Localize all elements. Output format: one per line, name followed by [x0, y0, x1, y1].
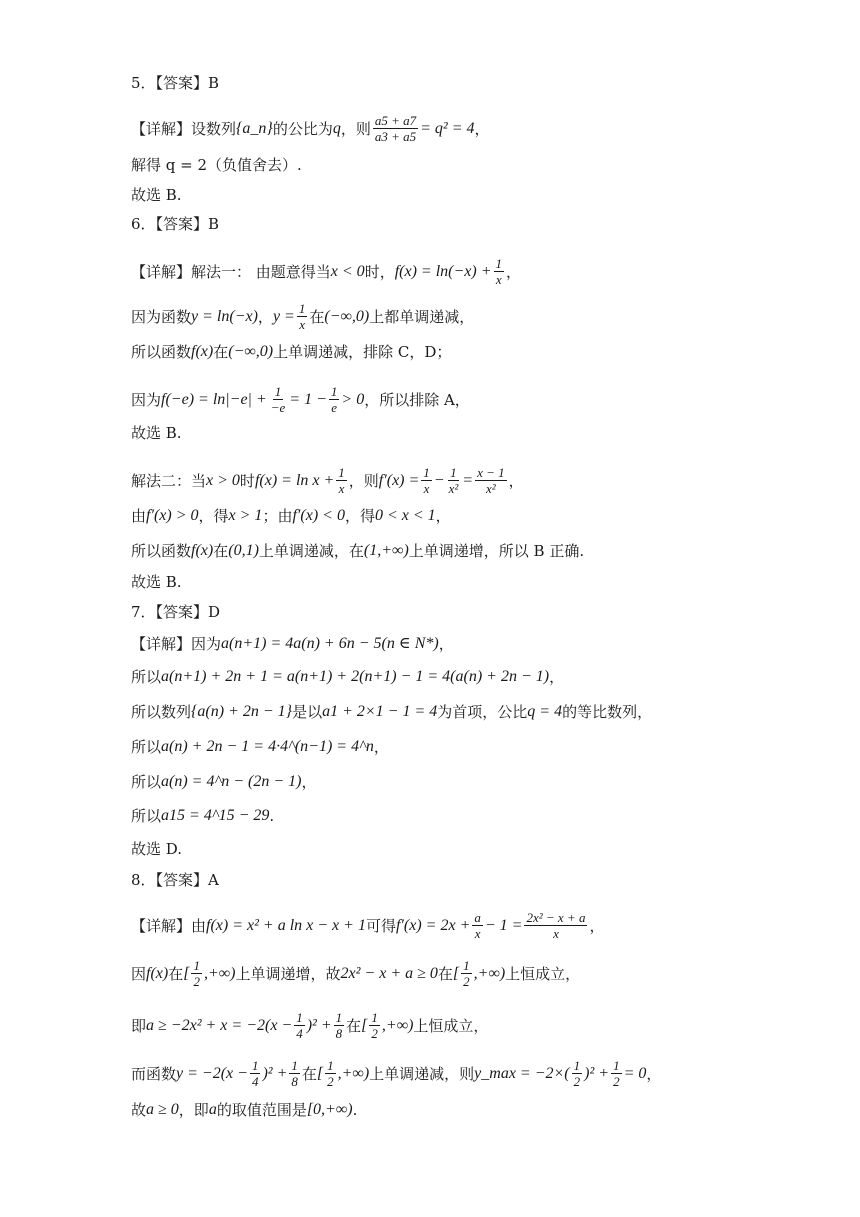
math: a(n+1) = 4a(n) + 6n − 5(n ∈ N*)	[221, 635, 439, 652]
fraction: $\frac{1}{x}$	[423, 465, 430, 496]
math: )² +	[262, 1064, 288, 1082]
q6-detail-line-1: 【详解】解法一： 由题意得当 x < 0 时， f(x) = ln(−x) + $\frac{1}{x}$ ，	[131, 256, 522, 287]
q8-answer: 8．【答案】A	[131, 871, 219, 889]
fraction: $\frac{1}{2}$	[371, 1010, 378, 1041]
math: ,+∞)	[203, 964, 236, 982]
math: [	[452, 964, 460, 982]
math: (−∞,0)	[228, 343, 274, 360]
math: x > 0	[206, 471, 240, 489]
fraction: $\frac{1}{2}$	[463, 958, 470, 989]
math: f(x) = x² + a ln x − x + 1	[206, 916, 366, 934]
q6-conclusion-1: 故选 B.	[131, 424, 182, 442]
math: ,+∞)	[473, 964, 506, 982]
math: a ≥ −2x² + x = −2(x −	[146, 1016, 293, 1034]
math: (−∞,0)	[324, 307, 370, 325]
fraction: $\frac{1}{x}$	[495, 256, 502, 287]
fraction: $\frac{1}{x}$	[338, 465, 345, 496]
q7-detail-line-4: 所以 a(n) + 2n − 1 = 4·4^(n−1) = 4^n ，	[131, 738, 389, 756]
math: q	[332, 119, 341, 137]
q6-answer: 6．【答案】B	[131, 215, 220, 233]
math: f′(x) = 2x +	[395, 916, 471, 934]
q8-detail-line-5: 故 a ≥ 0 ，即 a 的取值范围是 [0,+∞) .	[131, 1101, 358, 1119]
math: y =	[272, 307, 295, 325]
math: a ≥ 0	[146, 1101, 179, 1118]
q5-detail-line-2: 解得 q = 2（负值舍去）.	[131, 156, 302, 174]
math: a15 = 4^15 − 29	[161, 807, 270, 824]
math: )² +	[306, 1016, 332, 1034]
q6-detail-line-2: 因为函数 y = ln(−x) ， y = $\frac{1}{x}$ 在 (−∞,0) 上都单调递减，	[131, 301, 475, 332]
math: = 1 −	[289, 390, 327, 408]
math: {a(n) + 2n − 1}	[191, 703, 293, 720]
math: [	[361, 1016, 368, 1034]
q6-detail-line-7: 由 f′(x) > 0 ，得 x > 1 ；由 f′(x) < 0 ，得 0 < x < 1 ，	[131, 507, 451, 525]
math: a(n+1) + 2n + 1 = a(n+1) + 2(n+1) − 1 = 4(a(n) + 2n − 1)	[161, 668, 550, 685]
fraction: $\frac{1}{\text{x²}}$	[448, 465, 459, 496]
q8-detail-line-2: 因 f(x) 在 [ $\frac{1}{2}$ ,+∞) 上单调递增，故 2x² − x + a ≥ 0 在 [ $\frac{1}{2}$ ,+∞) 上恒成立，	[131, 958, 581, 989]
math: )² +	[584, 1064, 610, 1082]
math: f(−e) = ln|−e| +	[161, 390, 267, 408]
q5-detail-line-1: 【详解】设数列 {a_n} 的公比为 q ，则 $\frac{a5 + a7}{a3 + a5}$ = q² = 4 ，	[131, 113, 490, 144]
fraction: $\frac{1}{2}$	[193, 958, 200, 989]
q7-detail-line-2: 所以 a(n+1) + 2n + 1 = a(n+1) + 2(n+1) − 1 = 4(a(n) + 2n − 1) ，	[131, 668, 565, 686]
math: −	[433, 471, 445, 489]
math: f′(x) =	[378, 471, 420, 489]
math: y = −2(x −	[176, 1064, 248, 1082]
fraction: $\frac{1}{x}$	[298, 301, 306, 332]
math: x > 1	[228, 507, 263, 524]
q6-detail-line-6: 解法二：当 x > 0 时 f(x) = ln x + $\frac{1}{x}$ ，则 f′(x) = $\frac{1}{x}$ − $\frac{1}{\text{x²}}$ = $\frac{x - 1}{\text{x²}}$ ，	[131, 465, 524, 496]
q7-conclusion: 故选 D.	[131, 840, 183, 858]
q8-detail-line-1: 【详解】由 f(x) = x² + a ln x − x + 1 可得 f′(x) = 2x + $\frac{a}{x}$ − 1 = $\frac{\text{2x² − x + a}}{x}$ ，	[131, 910, 605, 941]
math: a(n) = 4^n − (2n − 1)	[161, 773, 302, 790]
math: 2x² − x + a ≥ 0	[340, 964, 438, 982]
fraction: $\frac{1}{8}$	[335, 1010, 343, 1041]
q6-detail-line-4: 因为 f(−e) = ln|−e| + $\frac{1}{-e}$ = 1 − $\frac{1}{e}$ > 0 ，所以排除 A，	[131, 384, 470, 415]
fraction: $\frac{a}{x}$	[474, 910, 481, 941]
math: > 0	[341, 390, 365, 408]
q8-detail-line-4: 而函数 y = −2(x − $\frac{1}{4}$ )² + $\frac{1}{8}$ 在 [ $\frac{1}{2}$ ,+∞) 上单调递减，则 y_max = −2×( $\frac{1}{2}$ )² + $\frac{1}{2}$ = 0 ，	[131, 1058, 662, 1089]
math: x < 0	[330, 262, 365, 280]
math: f′(x) > 0	[146, 507, 199, 524]
math: (0,1)	[228, 542, 259, 559]
q7-detail-line-5: 所以 a(n) = 4^n − (2n − 1) ，	[131, 773, 317, 791]
math: = q² = 4	[420, 119, 475, 137]
math: f(x)	[191, 542, 214, 559]
fraction: $\frac{1}{2}$	[327, 1058, 334, 1089]
q7-answer: 7．【答案】D	[131, 603, 221, 621]
fraction: $\frac{1}{8}$	[291, 1058, 298, 1089]
math: {a_n}	[236, 119, 273, 137]
math: 0 < x < 1	[374, 507, 436, 524]
math: q = 4	[527, 703, 563, 720]
math: − 1 =	[484, 916, 523, 934]
q8-detail-line-3: 即 a ≥ −2x² + x = −2(x − $\frac{1}{4}$ )² + $\frac{1}{8}$ 在 [ $\frac{1}{2}$ ,+∞) 上恒成立，	[131, 1010, 489, 1041]
math: f(x)	[146, 964, 169, 982]
fraction: $\frac{1}{2}$	[613, 1058, 620, 1089]
q7-detail-line-6: 所以 a15 = 4^15 − 29 .	[131, 807, 275, 825]
fraction: $\frac{a5 + a7}{a3 + a5}$	[374, 113, 417, 144]
q6-detail-line-3: 所以函数 f(x) 在 (−∞,0) 上单调递减，排除 C，D；	[131, 343, 452, 361]
math: [	[316, 1064, 324, 1082]
q5-conclusion: 故选 B.	[131, 186, 182, 204]
math: ,+∞)	[381, 1016, 414, 1034]
math: a	[208, 1101, 217, 1118]
math: f′(x) < 0	[292, 507, 345, 524]
fraction: $\frac{1}{4}$	[251, 1058, 259, 1089]
math: a1 + 2×1 − 1 = 4	[322, 703, 438, 720]
math: f(x)	[191, 343, 214, 360]
math: (1,+∞)	[363, 542, 409, 559]
math: y_max = −2×(	[474, 1064, 570, 1082]
math: [0,+∞)	[306, 1101, 353, 1118]
math: y = ln(−x)	[191, 307, 258, 325]
q6-conclusion-2: 故选 B.	[131, 573, 182, 591]
q7-detail-line-3: 所以数列 {a(n) + 2n − 1} 是以 a1 + 2×1 − 1 = 4 为首项，公比 q = 4 的等比数列，	[131, 703, 653, 721]
fraction: $\frac{1}{4}$	[296, 1010, 303, 1041]
q7-detail-line-1: 【详解】因为 a(n+1) = 4a(n) + 6n − 5(n ∈ N*) ，	[131, 635, 454, 653]
fraction: $\frac{1}{2}$	[573, 1058, 581, 1089]
math: = 0	[623, 1064, 647, 1082]
math: f(x) = ln x +	[254, 471, 335, 489]
fraction: $\frac{x - 1}{\text{x²}}$	[477, 465, 505, 496]
q6-detail-line-8: 所以函数 f(x) 在 (0,1) 上单调递减，在 (1,+∞) 上单调递增，所以 B 正确.	[131, 542, 585, 560]
fraction: $\frac{1}{-e}$	[270, 384, 286, 415]
math: a(n) + 2n − 1 = 4·4^(n−1) = 4^n	[161, 738, 374, 755]
fraction: $\frac{\text{2x² − x + a}}{x}$	[526, 910, 586, 941]
fraction: $\frac{1}{e}$	[330, 384, 338, 415]
math: f(x) = ln(−x) +	[394, 262, 492, 280]
math: [	[183, 964, 190, 982]
math: =	[462, 471, 474, 489]
math: ,+∞)	[337, 1064, 370, 1082]
q5-answer: 5．【答案】B	[131, 74, 220, 92]
